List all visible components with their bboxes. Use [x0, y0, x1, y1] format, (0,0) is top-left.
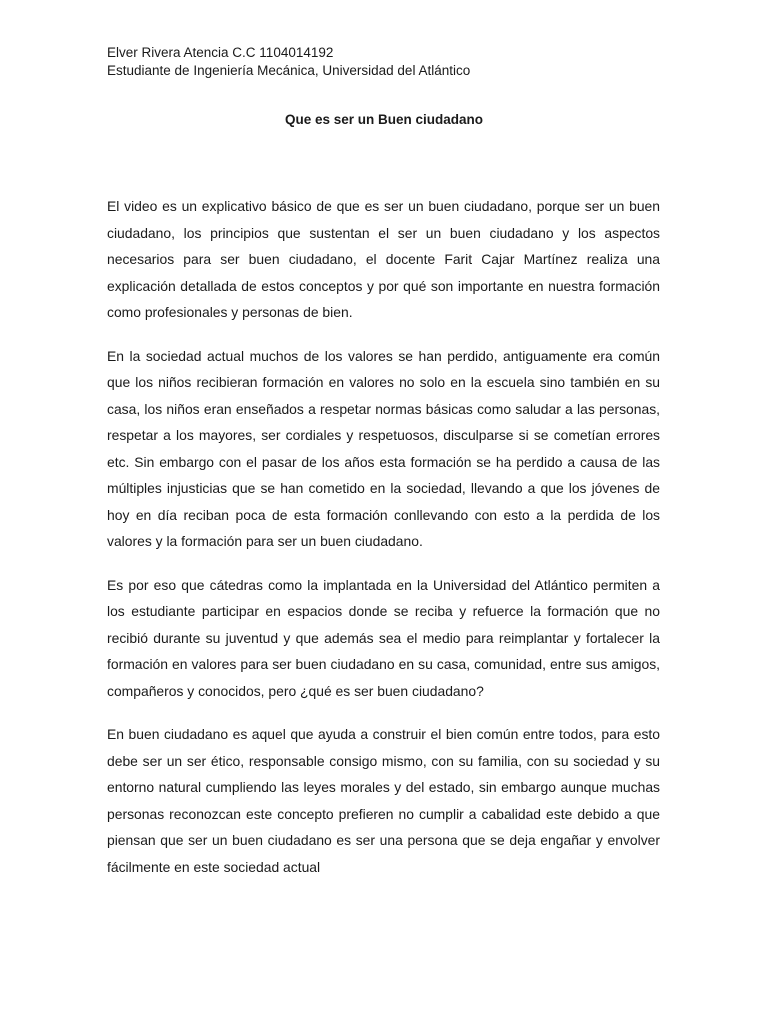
paragraph-2: En la sociedad actual muchos de los valores se han perdido, antiguamente era común que los niños recibieran formación en valores no solo en la escuela sino también en su casa, los niños eran enseñados a respetar normas básicas como saludar a las personas, respetar a los mayores, ser cordiales y respetuosos, disculparse si se cometían errores etc. Sin embargo con el pasar de los años esta formación se ha perdido a causa de las múltiples injusticias que se han cometido en la sociedad, llevando a que los jóvenes de hoy en día reciban poca de esta formación conllevando con esto a la perdida de los valores y la formación para ser un buen ciudadano. [107, 347, 660, 549]
document-title: Que es ser un Buen ciudadano [284, 112, 484, 127]
paragraph-1: El video es un explicativo básico de que es ser un buen ciudadano, porque ser un buen ciudadano, los principios que sustentan el ser un buen ciudadano y los aspectos necesarios para ser buen ciudadano, el docente Farit Cajar Martínez realiza una explicación detallada de estos conceptos y por qué son importante en nuestra formación como profesionales y personas de bien. [107, 198, 660, 320]
paragraph-3: Es por eso que cátedras como la implantada en la Universidad del Atlántico permiten a los estudiante participar en espacios donde se reciba y refuerce la formación que no recibió durante su juventud y que además sea el medio para reimplantar y fortalecer la formación en valores para ser buen ciudadano en su casa, comunidad, entre sus amigos, compañeros y conocidos, pero ¿qué es ser buen ciudadano? [107, 576, 660, 699]
paragraph-4: En buen ciudadano es aquel que ayuda a construir el bien común entre todos, para esto debe ser un ser ético, responsable consigo mismo, con su familia, con su sociedad y su entorno natural cumpliendo las leyes morales y del estado, sin embargo aunque muchas personas reconozcan este concepto prefieren no cumplir a cabalidad este debido a que piensan que ser un buen ciudadano es ser una persona que se deja engañar y envolver fácilmente en este sociedad actual [107, 726, 660, 875]
author-line: Elver Rivera Atencia C.C 1104014192 [107, 45, 334, 60]
document-header [107, 44, 470, 80]
document-body [107, 193, 660, 897]
affiliation-line: Estudiante de Ingeniería Mecánica, Universidad del Atlántico [107, 63, 471, 78]
